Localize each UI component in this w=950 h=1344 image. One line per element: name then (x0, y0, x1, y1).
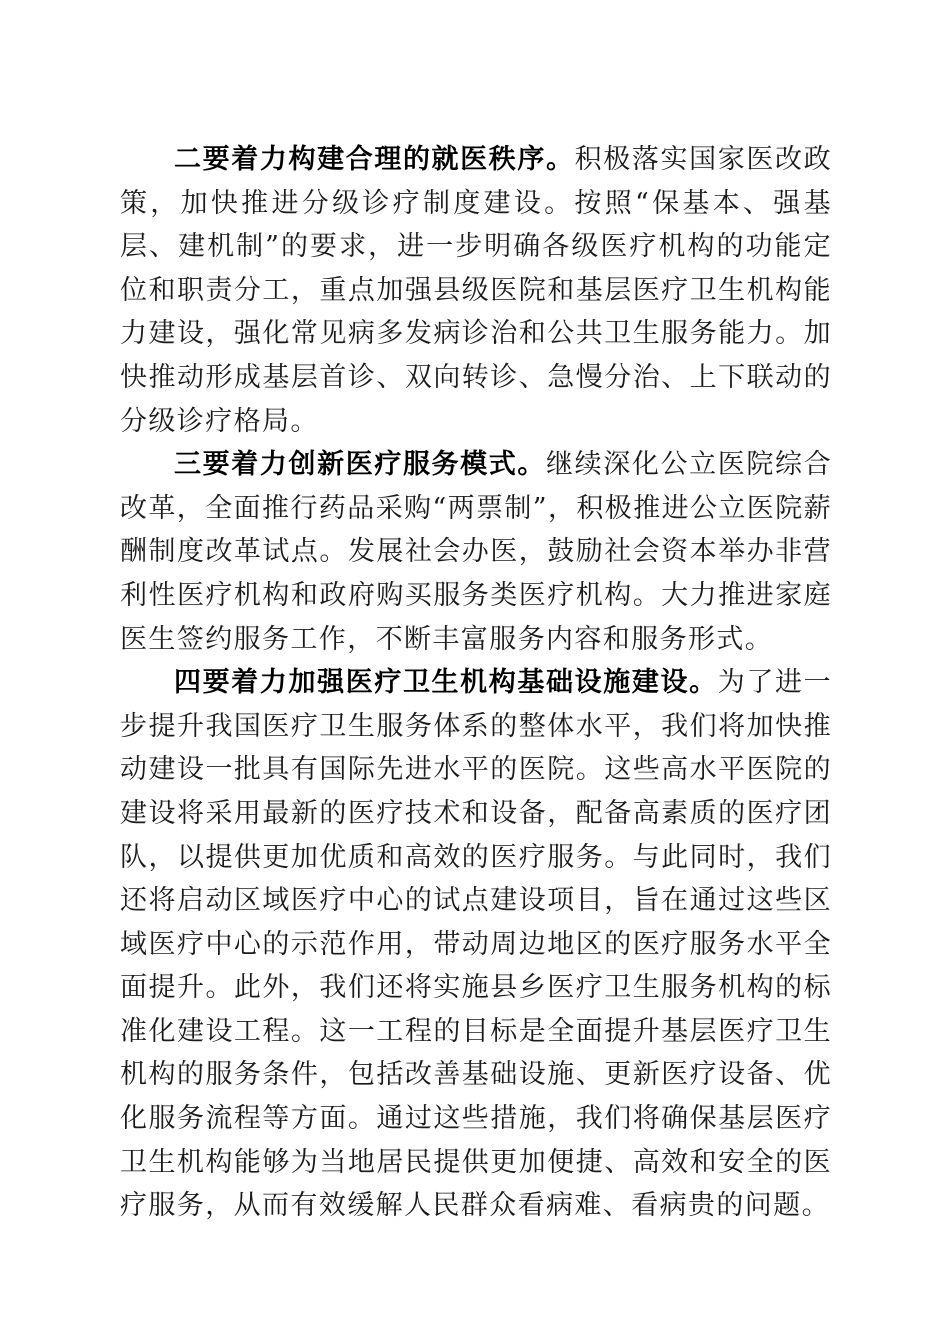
paragraph-4-heading: 四要着力加强医疗卫生机构基础设施建设。 (174, 667, 718, 699)
paragraph-4 (120, 661, 832, 1228)
paragraph-4-text: 为了进一步提升我国医疗卫生服务体系的整体水平，我们将加快推动建设一批具有国际先进水平的医院。这些高水平医院的建设将采用最新的医疗技术和设备，配备高素质的医疗团队，以提供更加优质和高效的医疗服务。与此同时，我们还将启动区域医疗中心的试点建设项目，旨在通过这些区域医疗中心的示范作用，带动周边地区的医疗服务水平全面提升。此外，我们还将实施县乡医疗卫生服务机构的标准化建设工程。这一工程的目标是全面提升基层医疗卫生机构的服务条件，包括改善基础设施、更新医疗设备、优化服务流程等方面。通过这些措施，我们将确保基层医疗卫生机构能够为当地居民提供更加便捷、高效和安全的医疗服务，从而有效缓解人民群众看病难、看病贵的问题。 (120, 667, 832, 1222)
paragraph-3-heading: 三要着力创新医疗服务模式。 (174, 449, 547, 481)
paragraph-3-text: 继续深化公立医院综合改革，全面推行药品采购“两票制”，积极推进公立医院薪酬制度改革试点。发展社会办医，鼓励社会资本举办非营利性医疗机构和政府购买服务类医疗机构。大力推进家庭医生签约服务工作，不断丰富服务内容和服务形式。 (120, 449, 833, 655)
document-body (120, 138, 832, 1228)
paragraph-2-heading: 二要着力构建合理的就医秩序。 (174, 144, 575, 175)
paragraph-2 (120, 138, 832, 443)
paragraph-3 (120, 443, 832, 661)
paragraph-2-text: 积极落实国家医改政策，加快推进分级诊疗制度建设。按照“保基本、强基层、建机制”的要求，进一步明确各级医疗机构的功能定位和职责分工，重点加强县级医院和基层医疗卫生机构能力建设，强化常见病多发病诊治和公共卫生服务能力。加快推动形成基层首诊、双向转诊、急慢分治、上下联动的分级诊疗格局。 (120, 144, 832, 437)
